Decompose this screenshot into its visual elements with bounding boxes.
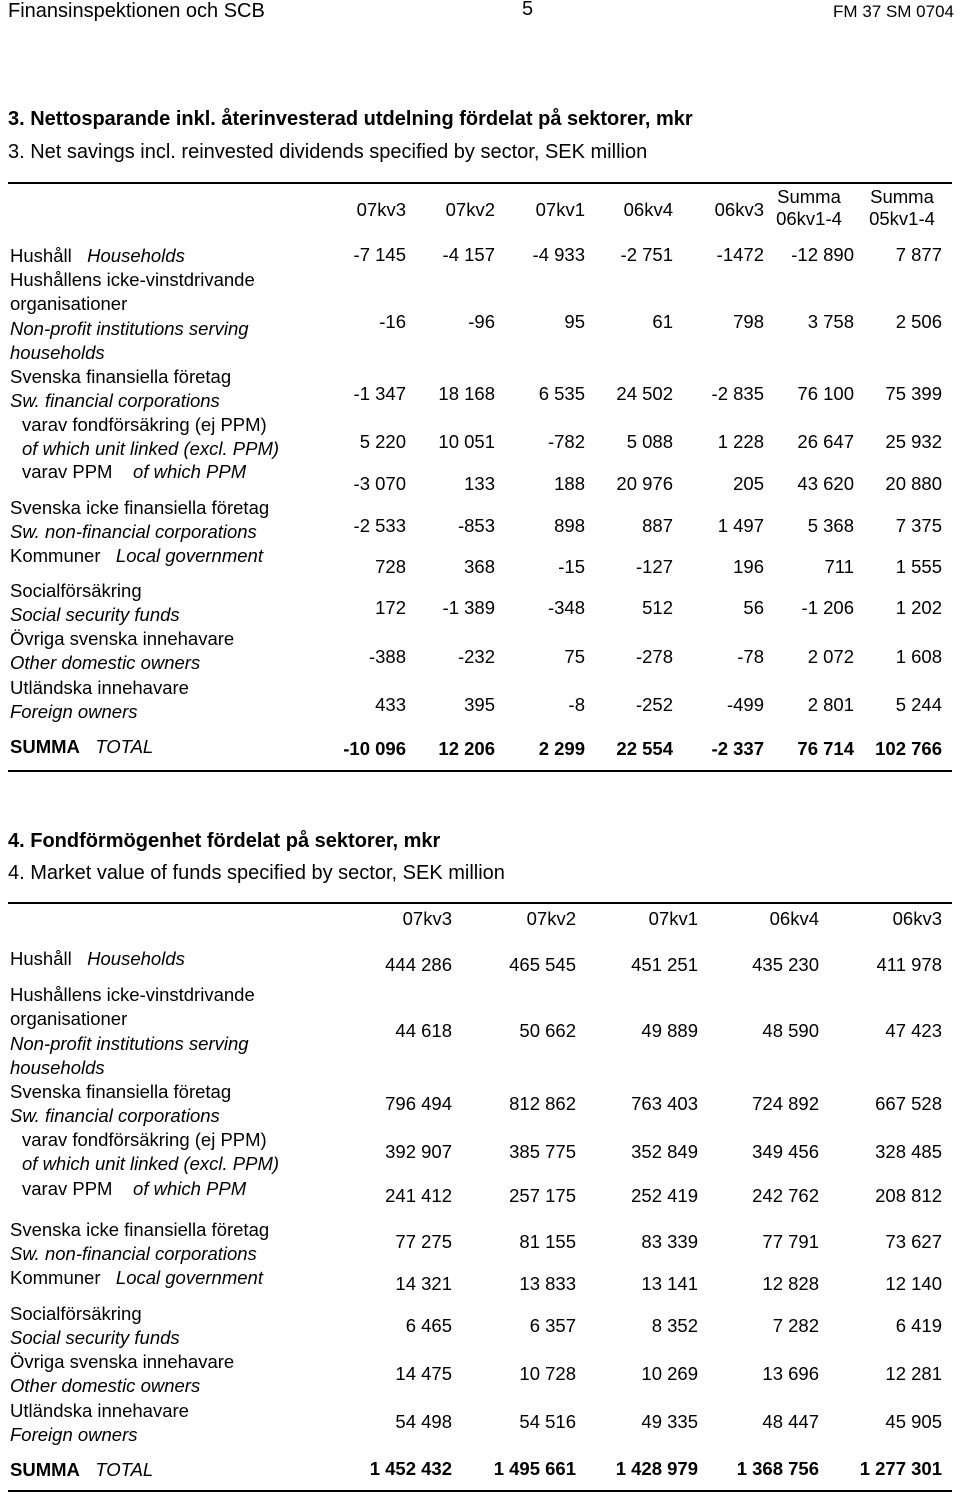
table3-cell: 20 976 bbox=[616, 473, 673, 494]
table4-cell: 14 475 bbox=[395, 1363, 452, 1384]
table3-cell: -127 bbox=[635, 556, 673, 577]
table4-cell: 13 141 bbox=[641, 1273, 698, 1294]
table3-cell: 395 bbox=[464, 694, 495, 715]
table3-cell: 18 168 bbox=[438, 383, 495, 404]
table3-cell: 61 bbox=[652, 311, 673, 332]
table4-cell: 45 905 bbox=[885, 1411, 942, 1432]
table3-cell: 1 228 bbox=[717, 431, 764, 452]
table3-label-local-gov: Kommuner Local government bbox=[10, 545, 263, 566]
table4-label-unit-linked: varav fondförsäkring (ej PPM) of which unit linked (excl. PPM) bbox=[22, 1129, 280, 1175]
table3-cell: -96 bbox=[468, 311, 495, 332]
table3-cell: 76 714 bbox=[797, 738, 854, 759]
table4-label-financial: Svenska finansiella företag Sw. financial corporations bbox=[10, 1081, 232, 1127]
table3-cell: 5 088 bbox=[626, 431, 673, 452]
table3-cell: 26 647 bbox=[797, 431, 854, 452]
table3-cell: 2 506 bbox=[895, 311, 942, 332]
table4-label-social: Socialförsäkring Social security funds bbox=[10, 1303, 180, 1349]
table3-cell: -1472 bbox=[716, 244, 764, 265]
table3-cell: 1 202 bbox=[895, 597, 942, 618]
table4-cell: 54 516 bbox=[519, 1411, 576, 1432]
table4-label-foreign: Utländska innehavare Foreign owners bbox=[10, 1400, 189, 1446]
table4-cell: 14 321 bbox=[395, 1273, 452, 1294]
table4-cell: 1 368 756 bbox=[736, 1458, 819, 1479]
table4-cell: 48 590 bbox=[762, 1020, 819, 1041]
table4-cell: 73 627 bbox=[885, 1231, 942, 1252]
table3-cell: 7 877 bbox=[895, 244, 942, 265]
table3-cell: 76 100 bbox=[797, 383, 854, 404]
table3-cell: 368 bbox=[464, 556, 495, 577]
table3-cell: 196 bbox=[733, 556, 764, 577]
table4-cell: 49 335 bbox=[641, 1411, 698, 1432]
table4-cell: 81 155 bbox=[519, 1231, 576, 1252]
table3-col-header: Summa 06kv1-4 bbox=[776, 186, 842, 229]
table4-cell: 257 175 bbox=[509, 1185, 576, 1206]
table3-cell: 22 554 bbox=[616, 738, 673, 759]
table3-cell: 12 206 bbox=[438, 738, 495, 759]
table3-cell: 5 220 bbox=[359, 431, 406, 452]
table4-cell: 1 277 301 bbox=[859, 1458, 942, 1479]
table4-cell: 796 494 bbox=[385, 1093, 452, 1114]
table4-cell: 352 849 bbox=[631, 1141, 698, 1162]
table4-cell: 83 339 bbox=[641, 1231, 698, 1252]
table4-cell: 1 428 979 bbox=[615, 1458, 698, 1479]
table3-cell: -1 206 bbox=[801, 597, 854, 618]
table3-title-en: 3. Net savings incl. reinvested dividends specified by sector, SEK million bbox=[8, 141, 648, 163]
table3-cell: 95 bbox=[564, 311, 585, 332]
table3-col-header: 06kv3 bbox=[714, 199, 764, 220]
table4-cell: 385 775 bbox=[509, 1141, 576, 1162]
table4-cell: 349 456 bbox=[752, 1141, 819, 1162]
table4-cell: 12 828 bbox=[762, 1273, 819, 1294]
table3-cell: -10 096 bbox=[343, 738, 406, 759]
table4-cell: 435 230 bbox=[752, 954, 819, 975]
table4-col-header: 07kv1 bbox=[648, 908, 698, 929]
table3-col-header: 07kv1 bbox=[535, 199, 585, 220]
table3-cell: 2 801 bbox=[807, 694, 854, 715]
table4-cell: 6 419 bbox=[895, 1315, 942, 1336]
table4-cell: 10 269 bbox=[641, 1363, 698, 1384]
table3-cell: -2 337 bbox=[711, 738, 764, 759]
table3-cell: -2 751 bbox=[620, 244, 673, 265]
table4-cell: 812 862 bbox=[509, 1093, 576, 1114]
table3-cell: -2 835 bbox=[711, 383, 764, 404]
page-header-right: FM 37 SM 0704 bbox=[833, 2, 954, 21]
table4-cell: 667 528 bbox=[875, 1093, 942, 1114]
table3-cell: 798 bbox=[733, 311, 764, 332]
table4-cell: 7 282 bbox=[772, 1315, 819, 1336]
table4-cell: 12 281 bbox=[885, 1363, 942, 1384]
table3-cell: 887 bbox=[642, 515, 673, 536]
table3-cell: 75 399 bbox=[885, 383, 942, 404]
table3-cell: -232 bbox=[457, 646, 495, 667]
table3-cell: -78 bbox=[737, 646, 764, 667]
table3-cell: -853 bbox=[457, 515, 495, 536]
table3-cell: -1 347 bbox=[353, 383, 406, 404]
table4-title-sv: 4. Fondförmögenhet fördelat på sektorer, mkr bbox=[8, 830, 441, 852]
table4-cell: 1 452 432 bbox=[369, 1458, 452, 1479]
table3-label-npish: Hushållens icke-vinstdrivande organisationer Non-profit institutions serving households bbox=[10, 269, 255, 364]
table4-cell: 252 419 bbox=[631, 1185, 698, 1206]
table3-label-financial: Svenska finansiella företag Sw. financial corporations bbox=[10, 366, 232, 412]
table3-top-rule bbox=[8, 182, 952, 184]
table4-cell: 77 275 bbox=[395, 1231, 452, 1252]
table4-cell: 444 286 bbox=[385, 954, 452, 975]
table3-cell: -4 933 bbox=[532, 244, 585, 265]
table4-cell: 77 791 bbox=[762, 1231, 819, 1252]
table4-cell: 44 618 bbox=[395, 1020, 452, 1041]
table3-cell: -3 070 bbox=[353, 473, 406, 494]
table3-cell: 7 375 bbox=[895, 515, 942, 536]
table3-cell: 1 497 bbox=[717, 515, 764, 536]
table4-cell: 6 357 bbox=[529, 1315, 576, 1336]
table3-cell: -12 890 bbox=[791, 244, 854, 265]
table4-label-households: Hushåll Households bbox=[10, 948, 185, 969]
table3-cell: -7 145 bbox=[353, 244, 406, 265]
table3-cell: 5 368 bbox=[807, 515, 854, 536]
table4-col-header: 07kv2 bbox=[526, 908, 576, 929]
table3-cell: 512 bbox=[642, 597, 673, 618]
table3-cell: -499 bbox=[726, 694, 764, 715]
table3-label-foreign: Utländska innehavare Foreign owners bbox=[10, 677, 189, 723]
table3-label-total: SUMMA TOTAL bbox=[10, 736, 154, 757]
table4-cell: 392 907 bbox=[385, 1141, 452, 1162]
table3-label-unit-linked: varav fondförsäkring (ej PPM) of which unit linked (excl. PPM) bbox=[22, 414, 280, 460]
table3-cell: -782 bbox=[547, 431, 585, 452]
table3-cell: 188 bbox=[554, 473, 585, 494]
table4-cell: 242 762 bbox=[752, 1185, 819, 1206]
table4-title-en: 4. Market value of funds specified by sector, SEK million bbox=[8, 862, 505, 884]
table4-cell: 10 728 bbox=[519, 1363, 576, 1384]
table4-label-other-domestic: Övriga svenska innehavare Other domestic owners bbox=[10, 1351, 235, 1397]
table4-bottom-rule bbox=[8, 1490, 952, 1492]
table3-cell: 205 bbox=[733, 473, 764, 494]
table3-label-ppm: varav PPM of which PPM bbox=[22, 461, 247, 482]
table4-label-nonfinancial: Svenska icke finansiella företag Sw. non-financial corporations bbox=[10, 1219, 270, 1265]
table3-label-other-domestic: Övriga svenska innehavare Other domestic owners bbox=[10, 628, 235, 674]
page-number: 5 bbox=[522, 0, 534, 20]
table4-cell: 1 495 661 bbox=[493, 1458, 576, 1479]
table3-cell: 728 bbox=[375, 556, 406, 577]
table4-cell: 54 498 bbox=[395, 1411, 452, 1432]
table4-cell: 411 978 bbox=[876, 954, 942, 975]
table3-cell: 6 535 bbox=[538, 383, 585, 404]
table4-label-npish: Hushållens icke-vinstdrivande organisationer Non-profit institutions serving households bbox=[10, 984, 255, 1079]
table3-cell: 3 758 bbox=[807, 311, 854, 332]
table4-cell: 13 696 bbox=[762, 1363, 819, 1384]
table3-cell: -388 bbox=[368, 646, 406, 667]
table3-label-nonfinancial: Svenska icke finansiella företag Sw. non-financial corporations bbox=[10, 497, 270, 543]
table3-cell: 898 bbox=[554, 515, 585, 536]
table4-cell: 13 833 bbox=[519, 1273, 576, 1294]
table3-cell: -4 157 bbox=[442, 244, 495, 265]
table4-col-header: 06kv3 bbox=[892, 908, 942, 929]
table4-cell: 451 251 bbox=[631, 954, 698, 975]
table4-top-rule bbox=[8, 902, 952, 904]
table3-cell: 102 766 bbox=[875, 738, 942, 759]
table3-cell: 711 bbox=[824, 556, 854, 577]
table3-cell: 75 bbox=[564, 646, 585, 667]
table3-cell: 1 608 bbox=[895, 646, 942, 667]
table3-col-header: Summa 05kv1-4 bbox=[869, 186, 935, 229]
table3-col-header: 07kv2 bbox=[445, 199, 495, 220]
table3-cell: 20 880 bbox=[885, 473, 942, 494]
table4-col-header: 06kv4 bbox=[769, 908, 819, 929]
table3-cell: -2 533 bbox=[353, 515, 406, 536]
table3-label-households: Hushåll Households bbox=[10, 245, 185, 266]
table3-cell: 2 072 bbox=[807, 646, 854, 667]
table3-cell: 172 bbox=[375, 597, 406, 618]
table3-cell: -252 bbox=[635, 694, 673, 715]
table3-cell: 10 051 bbox=[438, 431, 495, 452]
table3-cell: 2 299 bbox=[538, 738, 585, 759]
table4-label-ppm: varav PPM of which PPM bbox=[22, 1178, 247, 1199]
table4-cell: 208 812 bbox=[875, 1185, 942, 1206]
table4-cell: 6 465 bbox=[405, 1315, 452, 1336]
table3-cell: 43 620 bbox=[797, 473, 854, 494]
table3-cell: 1 555 bbox=[895, 556, 942, 577]
table4-label-local-gov: Kommuner Local government bbox=[10, 1267, 263, 1288]
table3-cell: 5 244 bbox=[895, 694, 942, 715]
table4-cell: 8 352 bbox=[651, 1315, 698, 1336]
table4-cell: 328 485 bbox=[875, 1141, 942, 1162]
table3-cell: -1 389 bbox=[442, 597, 495, 618]
table3-cell: -15 bbox=[558, 556, 585, 577]
table3-cell: 133 bbox=[464, 473, 495, 494]
table3-title-sv: 3. Nettosparande inkl. återinvesterad utdelning fördelat på sektorer, mkr bbox=[8, 108, 693, 130]
table3-cell: -348 bbox=[547, 597, 585, 618]
table3-col-header: 06kv4 bbox=[623, 199, 673, 220]
table4-cell: 465 545 bbox=[509, 954, 576, 975]
table3-cell: 25 932 bbox=[885, 431, 942, 452]
table4-col-header: 07kv3 bbox=[402, 908, 452, 929]
table3-cell: -16 bbox=[379, 311, 406, 332]
table3-cell: -278 bbox=[635, 646, 673, 667]
table4-cell: 50 662 bbox=[519, 1020, 576, 1041]
table4-label-total: SUMMA TOTAL bbox=[10, 1459, 154, 1480]
table3-bottom-rule bbox=[8, 770, 952, 772]
table3-label-social: Socialförsäkring Social security funds bbox=[10, 580, 180, 626]
table4-cell: 49 889 bbox=[641, 1020, 698, 1041]
table3-col-header: 07kv3 bbox=[356, 199, 406, 220]
table3-cell: 56 bbox=[743, 597, 764, 618]
page-header-left: Finansinspektionen och SCB bbox=[8, 0, 265, 22]
table3-cell: -8 bbox=[568, 694, 585, 715]
table4-cell: 724 892 bbox=[752, 1093, 819, 1114]
table4-cell: 12 140 bbox=[885, 1273, 942, 1294]
table3-cell: 433 bbox=[375, 694, 406, 715]
table4-cell: 763 403 bbox=[631, 1093, 698, 1114]
table4-cell: 48 447 bbox=[762, 1411, 819, 1432]
table4-cell: 241 412 bbox=[385, 1185, 452, 1206]
table3-cell: 24 502 bbox=[616, 383, 673, 404]
table4-cell: 47 423 bbox=[885, 1020, 942, 1041]
